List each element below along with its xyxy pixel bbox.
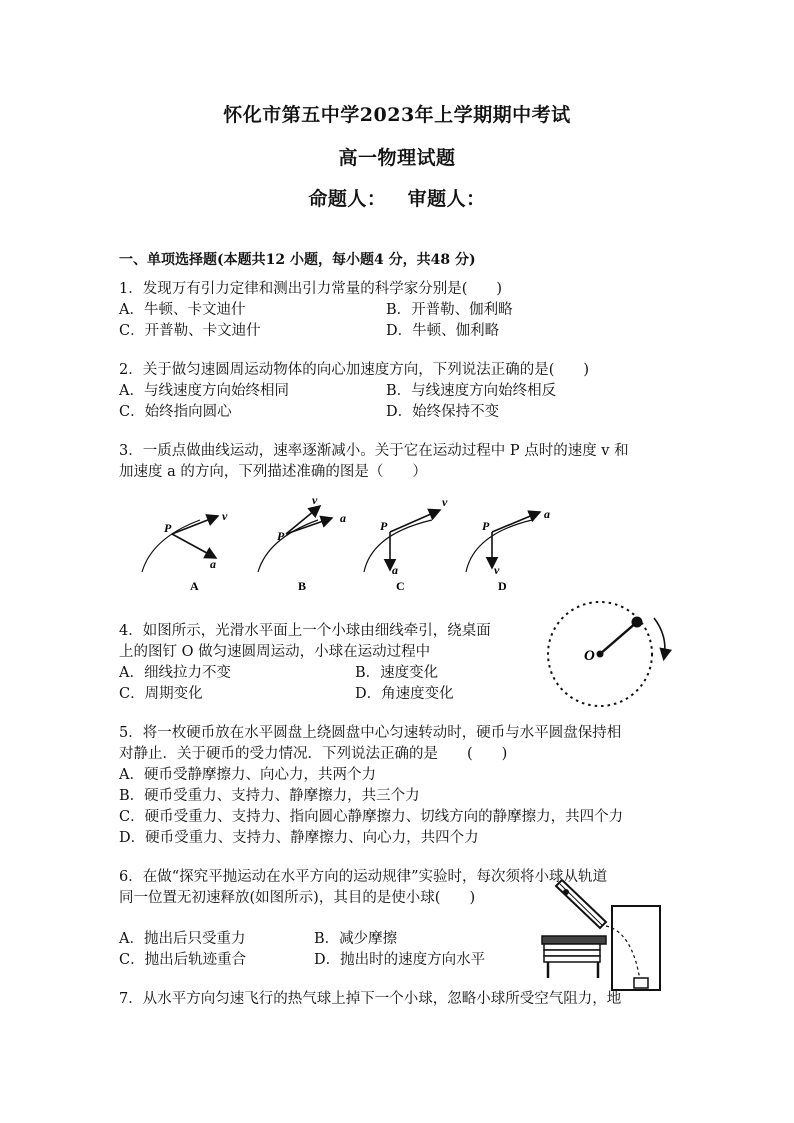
q2-option-d: D．始终保持不变 [386,404,500,420]
q3-d-point: P [482,519,490,533]
q5-line1: 5．将一枚硬币放在水平圆盘上绕圆盘中心匀速转动时，硬币与水平圆盘保持相 [119,725,622,741]
q1-option-c: C．开普勒、卡文迪什 [119,323,261,339]
q6-table-top [542,936,606,944]
q5-option-c: C．硬币受重力、支持力、指向圆心静摩擦力、切线方向的静摩擦力，共四个力 [119,809,624,825]
q3-d-velocity: v [494,563,500,577]
q1-stem: 1．发现万有引力定律和测出引力常量的科学家分别是( ) [119,281,503,297]
q6-option-a: A．抛出后只受重力 [119,931,246,947]
q3-c-velocity: v [442,495,448,509]
q3-diagram-c [364,495,448,593]
q3-a-point: P [164,521,172,535]
q4-string [600,622,637,654]
q6-line1: 6．在做“探究平抛运动在水平方向的运动规律”实验时，每次须将小球从轨道 [119,869,608,885]
q1-option-a: A．牛顿、卡文迪什 [119,302,246,318]
exam-authors: 命题人： 审题人： [308,188,486,210]
q5-option-b: B．硬币受重力、支持力、静摩擦力，共三个力 [119,788,420,804]
q3-b-accel: a [340,511,346,525]
section-heading: 一、单项选择题(本题共12 小题，每小题4 分，共48 分) [119,252,476,268]
q4-line1: 4．如图所示，光滑水平面上一个小球由细线牵引，绕桌面 [119,623,491,639]
q4-option-c: C．周期变化 [119,686,203,702]
q3-label-a: A [190,579,199,593]
exam-subtitle: 高一物理试题 [338,147,456,169]
q3-diagram-b [258,493,346,593]
q2-option-b: B．与线速度方向始终相反 [386,383,557,399]
q6-option-b: B．减少摩擦 [314,931,398,947]
q1-option-d: D．牛顿、伽利略 [386,323,500,339]
q3-diagram-a [142,509,228,593]
q6-line2: 同一位置无初速释放(如图所示)，其目的是使小球( ) [119,890,476,906]
q3-d-accel: a [544,507,550,521]
q3-line2: 加速度 a 的方向，下列描述准确的图是（ ） [119,464,427,480]
q4-ball [632,617,643,628]
q7-line1: 7．从水平方向匀速飞行的热气球上掉下一个小球，忽略小球所受空气阻力，地 [119,991,622,1007]
q2-option-a: A．与线速度方向始终相同 [119,383,289,399]
q3-c-point: P [380,519,388,533]
q5-option-d: D．硬币受重力、支持力、静摩擦力、向心力，共四个力 [119,830,479,846]
q3-label-d: D [498,579,507,593]
q3-a-velocity: v [222,509,228,523]
q5-line2: 对静止．关于硬币的受力情况．下列说法正确的是 ( ) [119,746,508,762]
q3-line1: 3．一质点做曲线运动，速率逐渐减小。关于它在运动过程中 P 点时的速度 v 和 [119,443,629,459]
q6-option-d: D．抛出时的速度方向水平 [314,952,486,968]
q2-option-c: C．始终指向圆心 [119,404,232,420]
q6-option-c: C．抛出后轨迹重合 [119,952,247,968]
q4-option-d: D．角速度变化 [355,686,454,702]
q4-figure [540,596,680,712]
q4-option-b: B．速度变化 [355,665,439,681]
q4-rotation-arrow [654,618,665,658]
q6-figure [540,880,670,992]
q4-option-a: A．细线拉力不变 [119,665,231,681]
q3-b-velocity: v [312,493,318,507]
q3-b-point: P [277,529,285,543]
q3-diagram-d [466,507,550,593]
q6-catcher [634,978,648,988]
q4-center-label: O [584,648,595,664]
q3-a-accel: a [210,557,216,571]
q2-stem: 2．关于做匀速圆周运动物体的向心加速度方向，下列说法正确的是( ) [119,362,590,378]
q5-option-a: A．硬币受静摩擦力、向心力，共两个力 [119,767,376,783]
exam-title: 怀化市第五中学2023年上学期期中考试 [223,104,571,126]
q3-figure [120,490,560,600]
q1-option-b: B．开普勒、伽利略 [386,302,513,318]
q3-c-accel: a [392,563,398,577]
q3-label-b: B [298,579,307,593]
q3-label-c: C [396,579,405,593]
q6-ball [563,889,569,895]
q4-line2: 上的图钉 O 做匀速圆周运动，小球在运动过程中 [119,644,431,660]
